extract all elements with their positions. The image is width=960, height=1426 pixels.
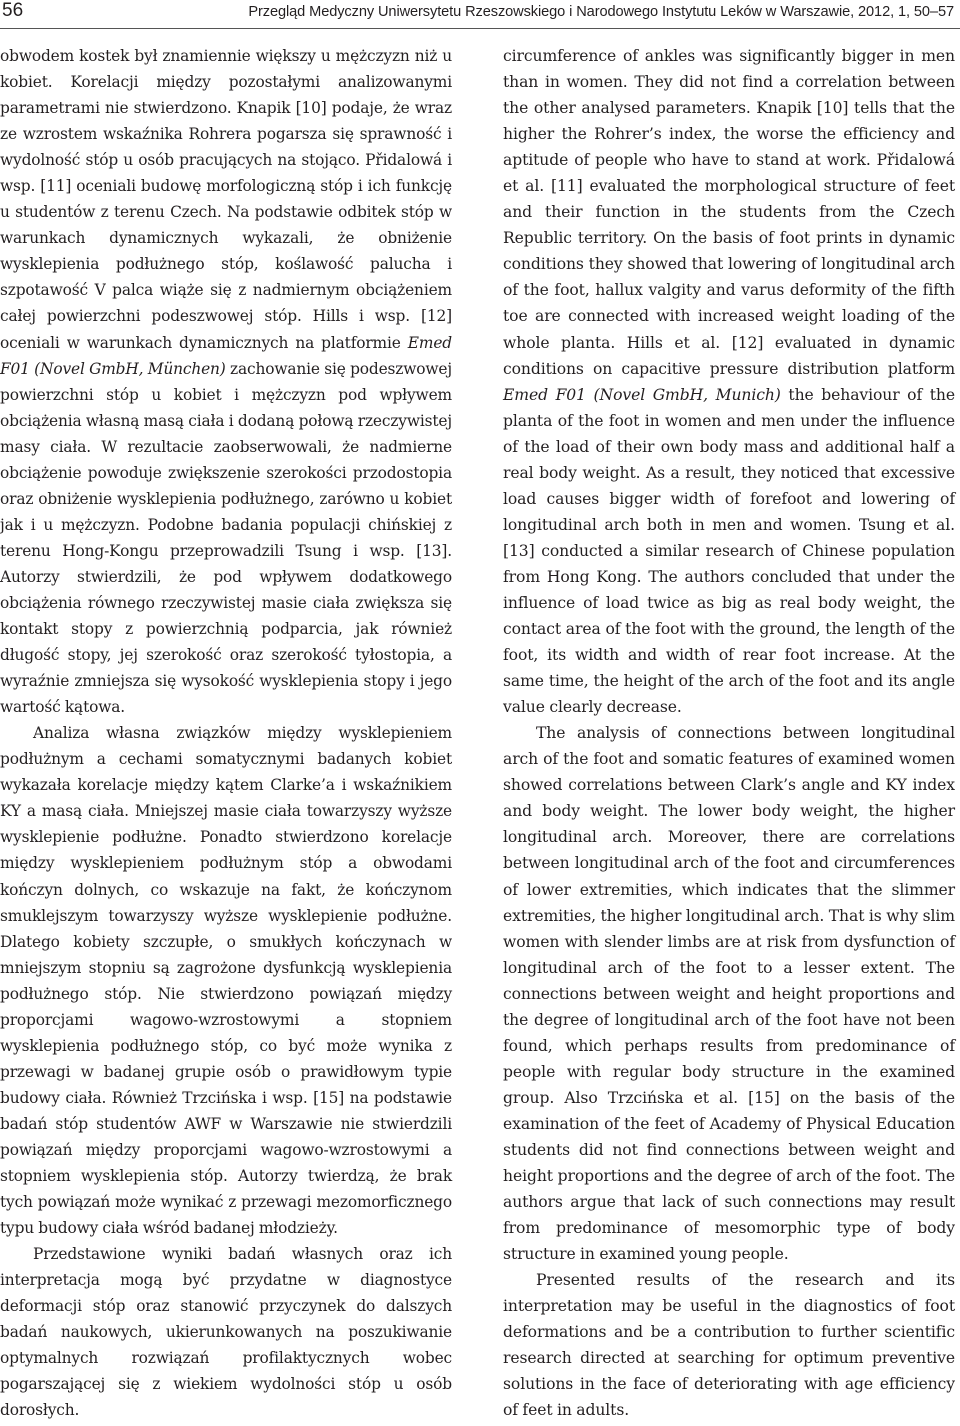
english-paragraph-1	[503, 43, 955, 720]
english-paragraph-1-text-a: circumference of ankles was significantly bigger in men than in women. They did not find a correlation between the other analysed parameters. Knapik [10] tells that the higher the Rohrer’s index, the worse the efficiency and aptitude of people who have to stand at work. Přidalowá et al. [11] evaluated the morphological structure of feet and their function in the students from the Czech Republic territory. On the basis of foot prints in dynamic conditions they showed that lowering of longitudinal arch of the foot, hallux valgity and varus deformity of the fifth toe are connected with increased weight loading of the whole planta. Hills et al. [12] evaluated in dynamic conditions on capacitive pressure distribution platform	[503, 47, 955, 378]
polish-platform-name: Emed F01 (Novel GmbH, München)	[0, 333, 452, 378]
page-header	[0, 0, 960, 26]
english-paragraph-1-text-b: the behaviour of the planta of the foot in women and men under the influence of the load of their own body mass and additional half a real body weight. As a result, they noticed that excessive load causes bigger width of forefoot and lowering of longitudinal arch both in men and women. Tsung et al. [13] conducted a similar research of Chinese population from Hong Kong. The authors concluded that under the influence of load twice as big as real body weight, the contact area of the foot with the ground, the length of the foot, its width and width of rear foot increase. At the same time, the height of the arch of the foot and its angle value clearly decrease.	[503, 385, 955, 717]
header-rule	[0, 28, 960, 29]
polish-column	[0, 43, 452, 1423]
english-paragraph-3: Presented results of the research and its interpretation may be useful in the diagnostics of foot deformations and be a contribution to further scientific research directed at searching for optimum preventive solutions in the face of deteriorating with age efficiency of feet in adults.	[503, 1271, 955, 1420]
polish-paragraph-1-text-b: zachowanie się podeszwowej powierzchni stóp u kobiet i mężczyzn pod wpływem obciążenia własną masą ciała i dodaną połową rzeczywistej masy ciała. W rezultacie zaobserwowali, że nadmierne obciążenie powoduje zwiększenie szerokości przodostopia oraz obniżenie wysklepienia podłużnego, zarówno u kobiet jak i u mężczyzn. Podobne badania populacji chińskiej z terenu Hong-Kongu przeprowadzili Tsung i wsp. [13]. Autorzy stwierdzili, że pod wpływem dodatkowego obciążenia równego rzeczywistej masie ciała zwiększa się kontakt stopy z powierzchnią podparcia, jak również długość stopy, jej szerokość oraz szerokość tyłostopia, a wyraźnie zmniejsza się wysokość wysklepienia stopy i jego wartość kątowa.	[0, 359, 452, 717]
english-paragraph-2: The analysis of connections between longitudinal arch of the foot and somatic features of examined women showed correlations between Clark’s angle and KY index and body weight. The lower body weight, the higher longitudinal arch. Moreover, there are correlations between longitudinal arch of the foot and circumferences of lower extremities, which indicates that the slimmer extremities, the higher longitudinal arch. That is why slim women with slender limbs are at risk from dysfunction of longitudinal arch of the foot to a lesser extent. The connections between weight and height proportions and the degree of longitudinal arch of the foot have not been found, which perhaps results from predominance of people with regular body structure in the examined group. Also Trzcińska et al. [15] on the basis of the examination of the feet of Academy of Physical Education students did not find connections between weight and height proportions and the degree of arch of the foot. The authors argue that lack of such connections may result from predominance of mesomorphic type of body structure in examined young people.	[503, 724, 955, 1264]
english-platform-name: Emed F01 (Novel GmbH, Munich)	[503, 385, 781, 404]
journal-title: Przegląd Medyczny Uniwersytetu Rzeszowskiego i Narodowego Instytutu Leków w Warszawie, 2012, 1, 50–57	[248, 4, 954, 20]
polish-paragraph-3: Przedstawione wyniki badań własnych oraz ich interpretacja mogą być przydatne w diagnostyce deformacji stóp oraz stanowić przyczynek do dalszych badań naukowych, ukierunkowanych na poszukiwanie optymalnych rozwiązań profilaktycznych wobec pogarszającej się z wiekiem wydolności stóp u osób dorosłych.	[0, 1245, 452, 1420]
english-column	[503, 43, 955, 1423]
page-number: 56	[2, 0, 24, 21]
polish-paragraph-1	[0, 43, 452, 720]
polish-paragraph-1-text-a: obwodem kostek był znamiennie większy u mężczyzn niż u kobiet. Korelacji między pozostałymi analizowanymi parametrami nie stwierdzono. Knapik [10] podaje, że wraz ze wzrostem wskaźnika Rohrera pogarsza się sprawność i wydolność stóp u osób pracujących na stojąco. Přidalowá i wsp. [11] oceniali budowę morfologiczną stóp i ich funkcję u studentów z terenu Czech. Na podstawie odbitek stóp w warunkach dynamicznych wykazali, że obniżenie wysklepienia podłużnego stóp, koślawość palucha i szpotawość V palca wiąże się z nadmiernym obciążeniem całej powierzchni podeszwowej stóp. Hills i wsp. [12] oceniali w warunkach dynamicznych na platformie	[0, 47, 452, 352]
polish-paragraph-2: Analiza własna związków między wysklepieniem podłużnym a cechami somatycznymi badanych kobiet wykazała korelacje między kątem Clarke’a i wskaźnikiem KY a masą ciała. Mniejszej masie ciała towarzyszy wyższe wysklepienie podłużne. Ponadto stwierdzono korelacje między wysklepieniem podłużnym stóp a obwodami kończyn dolnych, co wskazuje na fakt, że kończynom smuklejszym towarzyszy wyższe wysklepienie podłużne. Dlatego kobiety szczupłe, o smukłych kończynach w mniejszym stopniu są zagrożone dysfunkcją wysklepienia podłużnego stóp. Nie stwierdzono powiązań między proporcjami wagowo-wzrostowymi a stopniem wysklepienia podłużnego stóp, co być może wynika z przewagi w badanej grupie osób o prawidłowym typie budowy ciała. Również Trzcińska i wsp. [15] na podstawie badań stóp studentów AWF w Warszawie nie stwierdzili powiązań między proporcjami wagowo-wzrostowymi a stopniem wysklepienia stóp. Autorzy twierdzą, że brak tych powiązań może wynikać z przewagi mezomorficznego typu budowy ciała wśród badanej młodzieży.	[0, 724, 452, 1238]
